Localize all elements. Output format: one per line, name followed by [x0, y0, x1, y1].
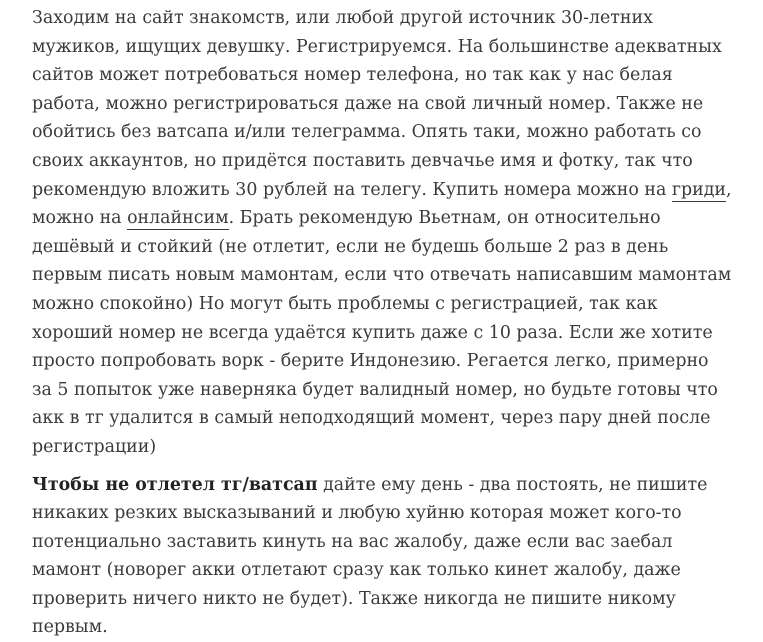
- paragraph-text: дайте ему день - два постоять, не пишите никаких резких высказываний и любую хуйню которая может кого-то потенциально заставить кинуть на вас жалобу, даже если вас заебал мамонт (новорег акки отлетают сразу как только кинет жалобу, даже проверить ничего никто не будет). Также никогда не пишите никому первым.: [32, 475, 707, 638]
- link-gridi[interactable]: гриди: [672, 180, 726, 202]
- bold-heading: Чтобы не отлетел тг/ватсап: [32, 475, 318, 495]
- paragraph-text: , можно на: [32, 180, 732, 229]
- paragraph-text: . Брать рекомендую Вьетнам, он относительно дешёвый и стойкий (не отлетит, если не будешь больше 2 раз в день первым писать новым мамонтам, если что отвечать написавшим мамонтам можно спокойно) Но могут быть проблемы с регистрацией, так как хороший номер не всегда удаётся купить даже с 10 раза. Если же хотите просто попробовать ворк - берите Индонезию. Регается легко, примерно за 5 попыток уже наверняка будет валидный номер, но будьте готовы что акк в тг удалится в самый неподходящий момент, через пару дней после регистрации): [32, 208, 731, 457]
- paragraph-registration: [32, 4, 733, 462]
- paragraph-text: Заходим на сайт знакомств, или любой другой источник 30-летних мужиков, ищущих девушку. Регистрируемся. На большинстве адекватных сайтов может потребоваться номер телефона, но так как у нас белая работа, можно регистрироваться даже на свой личный номер. Также не обойтись без ватсапа и/или телеграмма. Опять таки, можно работать со своих аккаунтов, но придётся поставить девчачье имя и фотку, так что рекомендую вложить 30 рублей на телегу. Купить номера можно на: [32, 8, 722, 200]
- link-onlinesim[interactable]: онлайнсим: [127, 208, 229, 230]
- paragraph-account-safety: [32, 471, 733, 642]
